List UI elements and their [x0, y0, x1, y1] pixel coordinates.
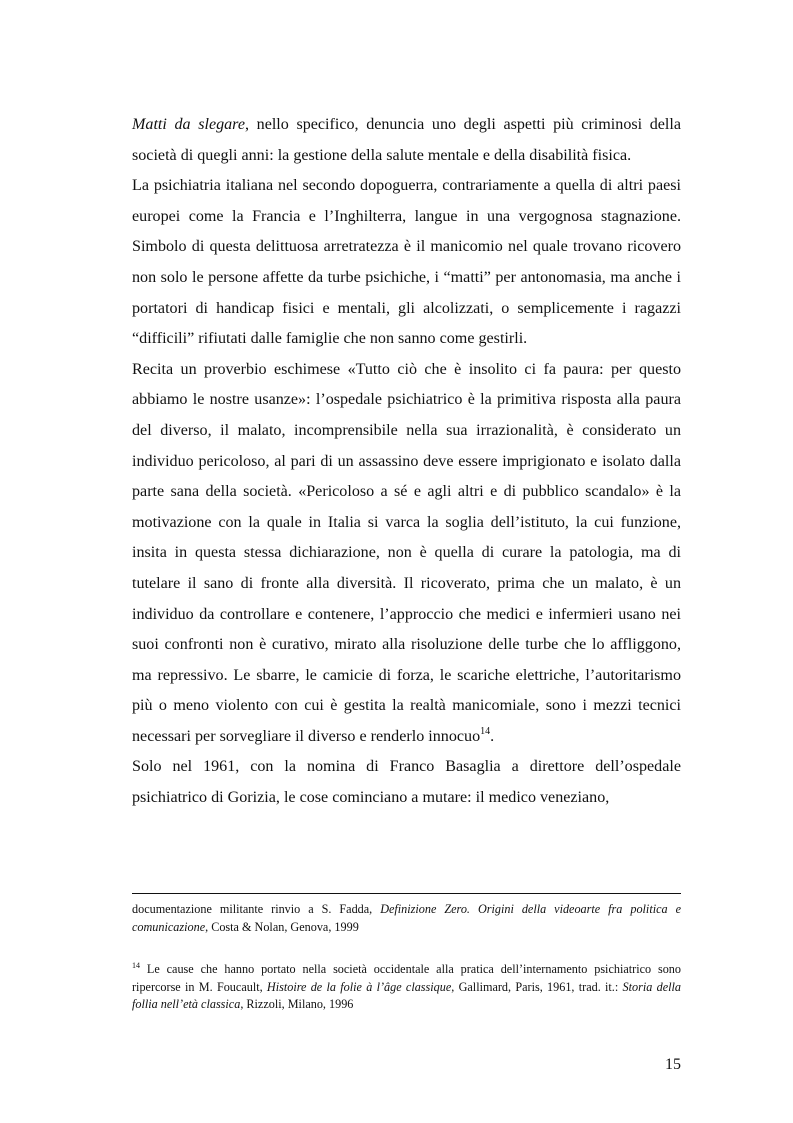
page-number: 15 — [665, 1056, 681, 1073]
footnotes — [132, 901, 681, 1014]
footnote-ref-14: 14 — [480, 725, 491, 737]
paragraph-3 — [132, 355, 681, 753]
paragraph-2: La psichiatria italiana nel secondo dopoguerra, contrariamente a quella di altri paesi europei come la Francia e l’Inghilterra, langue in una vergognosa stagnazione. Simbolo di questa delittuosa arretratezza è il manicomio nel quale trovano ricovero non solo le persone affette da turbe psichiche, i “matti” per antonomasia, ma anche i portatori di handicap fisici e mentali, gli alcolizzati, o semplicemente i ragazzi “difficili” rifiutati dalle famiglie che non sanno come gestirli. — [132, 177, 681, 348]
footnote-14-publisher: , Gallimard, Paris, 1961, trad. it.: — [451, 979, 623, 994]
footnote-separator — [132, 893, 681, 894]
footnote-14-title-french: Histoire de la folie à l’âge classique — [266, 979, 452, 994]
paragraph-3-end: . — [490, 727, 495, 745]
footnote-14-title-italian: Storia della follia nell’età classica — [132, 979, 681, 1012]
film-title: Matti da slegare — [132, 116, 245, 133]
paragraph-1-text: , nello specifico, denuncia uno degli aspetti più criminosi della società di quegli anni: la gestione della salute mentale e della disabilità fisica. — [132, 116, 681, 164]
footnote-continued-title: Definizione Zero. Origini della videoarte fra politica e comunicazione — [132, 902, 681, 934]
paragraph-3-text: Recita un proverbio eschimese «Tutto ciò che è insolito ci fa paura: per questo abbiamo le nostre usanze»: l’ospedale psichiatrico è la primitiva risposta alla paura del diverso, il malato, incomprensibile nella sua irrazionalità, è considerato un individuo pericoloso, al pari di un assassino deve essere imprigionato e isolato dalla parte sana della società. «Pericoloso a sé e agli altri e di pubblico scandalo» è la motivazione con la quale in Italia si varca la soglia dell’istituto, la cui funzione, insita in questa stessa dichiarazione, non è quella di curare la patologia, ma di tutelare il sano di fronte alla diversità. Il ricoverato, prima che un malato, è un individuo da controllare e contenere, l’approccio che medici e infermieri usano nei suoi confronti non è curativo, mirato alla risoluzione delle turbe che lo affliggono, ma repressivo. Le sbarre, le camicie di forza, le scariche elettriche, l’autoritarismo più o meno violento con cui è gestita la realtà manicomiale, sono i mezzi tecnici necessari per sorvegliare il diverso e renderlo innocuo — [132, 360, 681, 745]
footnote-14-number: 14 — [132, 961, 140, 971]
footnote-continued-publisher: , Costa & Nolan, Genova, 1999 — [205, 919, 359, 934]
paragraph-4: Solo nel 1961, con la nomina di Franco Basaglia a direttore dell’ospedale psichiatrico di Gorizia, le cose cominciano a mutare: il medico veneziano, — [132, 758, 681, 807]
footnote-continued-text: documentazione militante rinvio a S. Fadda, — [132, 902, 381, 916]
footnote-14-text: Le cause che hanno portato nella società occidentale alla pratica dell’internamento psichiatrico sono ripercorse in M. Foucault, — [132, 962, 681, 994]
footnote-14-publisher-italian: , Rizzoli, Milano, 1996 — [240, 997, 354, 1012]
paragraph-1 — [132, 110, 681, 171]
footnote-continued — [132, 901, 681, 936]
main-text — [132, 110, 681, 814]
footnote-14 — [132, 961, 681, 1014]
footnote-gap — [132, 936, 681, 961]
